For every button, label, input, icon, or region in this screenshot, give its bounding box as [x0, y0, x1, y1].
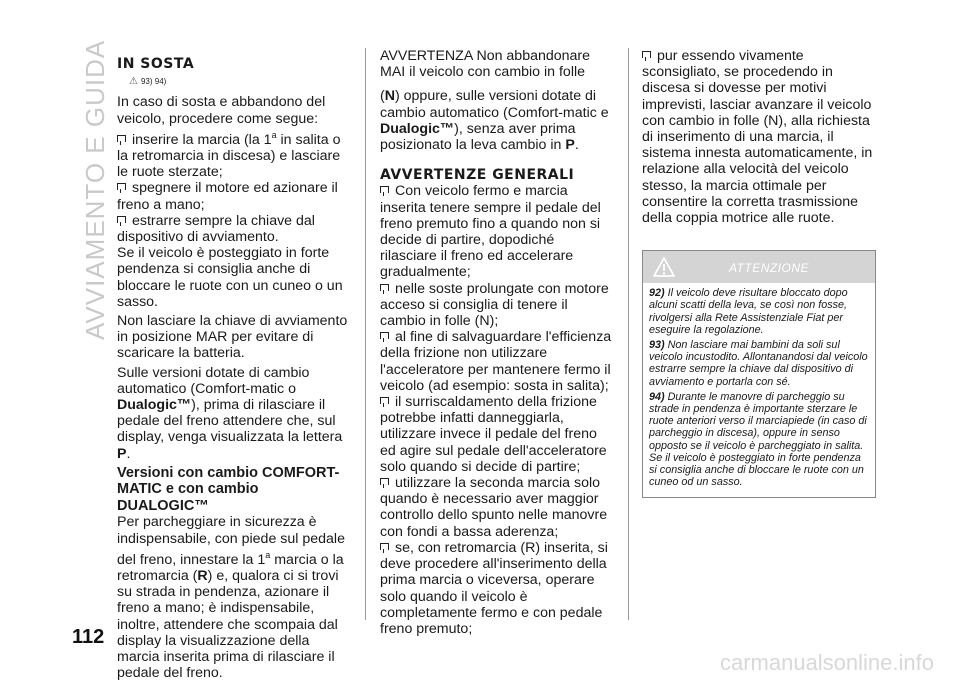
paragraph: Sulle versioni dotate di cambio automatico (Comfort-matic o Dualogic™), prima di rilasciare il pedale del freno attendere che, sul display, venga visualizzata la lettera P.	[117, 364, 343, 462]
paragraph: Per parcheggiare in sicurezza è indispensabile, con piede sul pedale del freno, innestare la 1$^a$ marcia o la retromarcia (R) e, qualora ci si trovi su strada in pendenza, azionare il freno a mano; è indispensabile, inoltre, attendere che scompaia dal display la visualizzazione della marcia inserita prima di rilasciare il pedale del freno.	[117, 514, 345, 682]
column-3	[642, 48, 874, 498]
column-1	[117, 56, 349, 684]
list-item: al fine di salvaguardare l'efficienza della frizione non utilizzare l'acceleratore per mantenere fermo il veicolo (ad esempio: sosta in salita);	[380, 329, 612, 394]
column-divider	[628, 48, 629, 620]
attention-note: 94) Durante le manovre di parcheggio su strade in pendenza è importante sterzare le ruote anteriori verso il marciapiede (in caso di parcheggio in discesa), oppure in senso opposto se il veicolo è parcheggiato in salita. Se il veicolo è posteggiato in forte pendenza si consiglia anche di bloccare le ruote con un cuneo od un sasso.	[649, 390, 867, 489]
subheading-comfort-matic: Versioni con cambio COMFORT-MATIC e con cambio DUALOGIC™	[117, 464, 340, 514]
column-2	[380, 48, 612, 637]
checkbox-bullet-icon	[380, 186, 389, 193]
attention-box	[642, 250, 876, 498]
attention-note: 92) Il veicolo deve risultare bloccato dopo alcuni scatti della leva, se così non fosse, rivolgersi alla Rete Assistenziale Fiat per eseguire la regolazione.	[649, 287, 848, 336]
section-title-text: AVVIAMENTO E GUIDA	[80, 39, 110, 340]
column-divider	[365, 48, 366, 620]
checkbox-bullet-icon	[380, 478, 389, 485]
list-item: pur essendo vivamente sconsigliato, se procedendo in discesa si dovesse per motivi imprevisti, lasciar avanzare il veicolo con cambio in folle (N), alla richiesta di inserimento di una marcia, il sistema innesta automaticamente, in relazione alla velocità del veicolo stesso, la marcia ottimale per consentire la corretta trasmissione della coppia motrice alle ruote.	[642, 48, 873, 227]
warning-triangle-icon: ⚠	[129, 76, 138, 88]
warning-refs	[129, 74, 349, 90]
checkbox-bullet-icon	[117, 135, 126, 142]
checkbox-bullet-icon	[380, 284, 389, 291]
checkbox-bullet-icon	[117, 216, 126, 223]
list-item: se, con retromarcia (R) inserita, si deve procedere all'inserimento della prima marcia o viceversa, operare solo quando il veicolo è completamente fermo e con pedale freno premuto;	[380, 539, 608, 637]
warning-refs-text: 93) 94)	[140, 77, 167, 87]
list-item: spegnere il motore ed azionare il freno a mano;	[117, 180, 338, 213]
watermark: carmanualsonline.info	[719, 650, 934, 675]
checkbox-bullet-icon	[380, 397, 389, 404]
list-item: Con veicolo fermo e marcia inserita tenere sempre il pedale del freno premuto fino a quando non si decide di partire, dopodiché rilasciare il freno ed accelerare gradualmente;	[380, 183, 601, 281]
section-heading-avvertenze-generali: AVVERTENZE GENERALI	[380, 167, 575, 184]
checkbox-bullet-icon	[117, 183, 126, 190]
section-heading-in-sosta: IN SOSTA	[117, 56, 195, 72]
attention-body	[643, 283, 875, 497]
paragraph: Non lasciare la chiave di avviamento in posizione MAR per evitare di scaricare la batteria.	[117, 313, 348, 362]
list-item: estrarre sempre la chiave dal dispositivo di avviamento.	[117, 212, 315, 246]
paragraph: AVVERTENZA Non abbandonare MAI il veicolo con cambio in folle	[380, 48, 591, 81]
attention-note: 93) Non lasciare mai bambini da soli sul veicolo incustodito. Allontanandosi dal veicolo estrarre sempre la chiave dal dispositivo di avviamento e portarla con sé.	[649, 339, 868, 388]
checkbox-bullet-icon	[380, 543, 389, 550]
attention-header	[643, 251, 875, 283]
section-title-vertical	[74, 40, 114, 340]
intro-paragraph: In caso di sosta e abbandono del veicolo, procedere come segue:	[117, 94, 326, 127]
paragraph: Se il veicolo è posteggiato in forte pendenza si consiglia anche di bloccare le ruote con un cuneo o un sasso.	[117, 245, 343, 310]
list-item: nelle soste prolungate con motore acceso si consiglia di tenere il cambio in folle (N);	[380, 280, 609, 330]
checkbox-bullet-icon	[642, 51, 651, 58]
page-number: 112	[72, 626, 105, 648]
list-item: il surriscaldamento della frizione potrebbe infatti danneggiarla, utilizzare invece il pedale del freno ed agire sul pedale dell'acceleratore solo quando si decide di partire;	[380, 394, 607, 475]
checkbox-bullet-icon	[380, 332, 389, 339]
attention-title: ATTENZIONE	[728, 261, 810, 276]
list-item: utilizzare la seconda marcia solo quando è necessario aver maggior controllo dello spunto nelle manovre con fondi a bassa aderenza;	[380, 475, 608, 540]
list-item: inserire la marcia (la 1$^a$ in salita o la retromarcia in discesa) e lasciare le ruote sterzate;	[117, 129, 341, 181]
paragraph: (N) oppure, sulle versioni dotate di cambio automatico (Comfort-matic e Dualogic™), senza aver prima posizionato la leva cambio in P.	[380, 88, 609, 154]
